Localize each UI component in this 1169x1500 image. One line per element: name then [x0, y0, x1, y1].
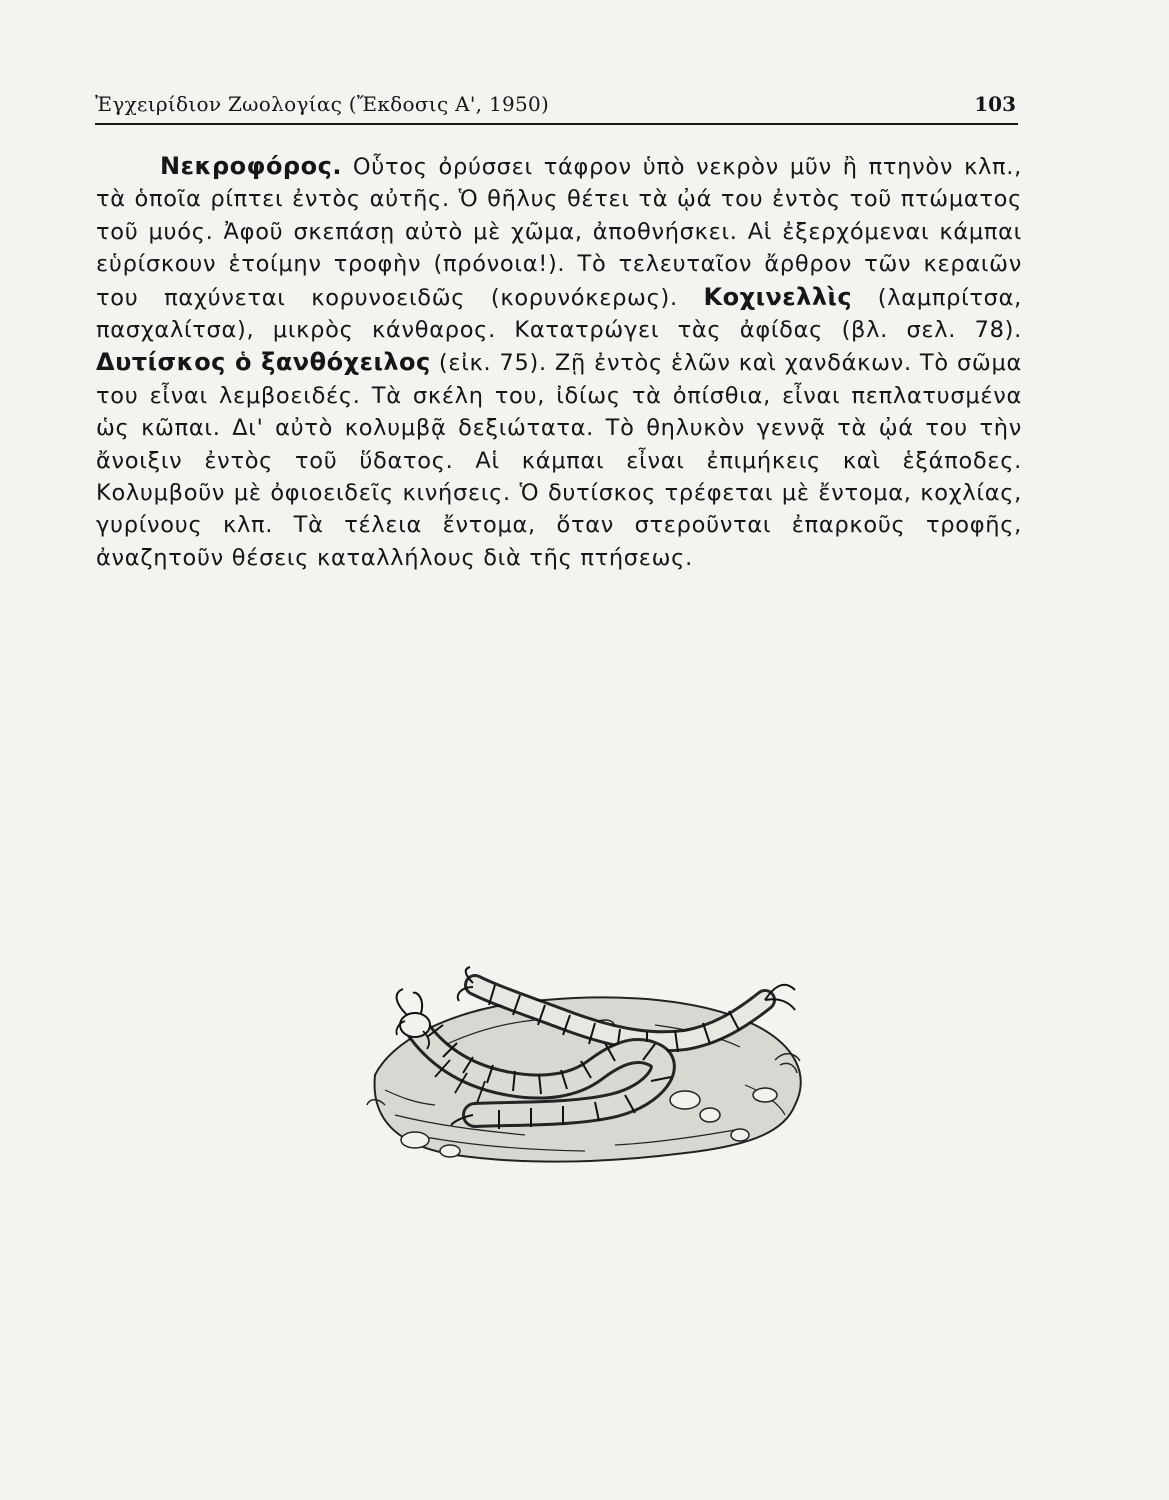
larvae-illustration — [355, 965, 825, 1195]
page-number: 103 — [974, 92, 1016, 116]
running-header — [95, 84, 1018, 124]
text-nekroforos: Οὗτος ὀρύσσει τάφρον ὑπὸ νεκρὸν μῦν ἢ πτηνὸν κλπ., τὰ ὁποῖα ρίπτει ἐντὸς αὐτῆς. Ὁ θῆλυς θέτει τὰ ᾠά του ἐντὸς τοῦ πτώματος τοῦ μυός. Ἀφοῦ σκεπάσῃ αὐτὸ μὲ χῶμα, ἀποθνήσκει. Αἱ ἐξερχόμεναι κάμπαι εὑρίσκουν ἑτοίμην τροφὴν (πρόνοια!). Τὸ τελευταῖον ἄρθρον τῶν κεραιῶν του παχύνεται κορυνοειδῶς (κορυνόκερως). — [96, 154, 1022, 311]
body-text — [96, 150, 1022, 574]
header-rule — [95, 123, 1018, 125]
paragraph — [96, 150, 1022, 574]
term-kochinellis: Κοχινελλὶς — [703, 282, 853, 311]
larvae-drawing — [355, 965, 825, 1195]
text-dytiskos: (εἰκ. 75). Ζῇ ἐντὸς ἑλῶν καὶ χανδάκων. Τὸ σῶμα του εἶναι λεμβοειδές. Τὰ σκέλη του, ἰδίως τὰ ὀπίσθια, εἶναι πεπλατυσμένα ὡς κῶπαι. Δι' αὐτὸ κολυμβᾷ δεξιώτατα. Τὸ θηλυκὸν γεννᾷ τὰ ᾠά του τὴν ἄνοιξιν ἐντὸς τοῦ ὕδατος. Αἱ κάμπαι εἶναι ἐπιμήκεις καὶ ἑξάποδες. Κολυμβοῦν μὲ ὀφιοειδεῖς κινήσεις. Ὁ δυτίσκος τρέφεται μὲ ἔντομα, κοχλίας, γυρίνους κλπ. Τὰ τέλεια ἔντομα, ὅταν στεροῦνται ἐπαρκοῦς τροφῆς, ἀναζητοῦν θέσεις καταλλήλους διὰ τῆς πτήσεως. — [96, 350, 1022, 571]
text-kochinellis: (λαμπρίτσα, πασχαλίτσα), μικρὸς κάνθαρος. Κατατρώγει τὰς ἀφίδας (βλ. σελ. 78). — [96, 284, 1022, 344]
term-nekroforos: Νεκροφόρος. — [160, 152, 342, 180]
book-title: Ἐγχειρίδιον Ζωολογίας (Ἔκδοσις Α', 1950) — [95, 92, 550, 116]
term-dytiskos: Δυτίσκος ὁ ξανθόχειλος — [96, 348, 431, 377]
